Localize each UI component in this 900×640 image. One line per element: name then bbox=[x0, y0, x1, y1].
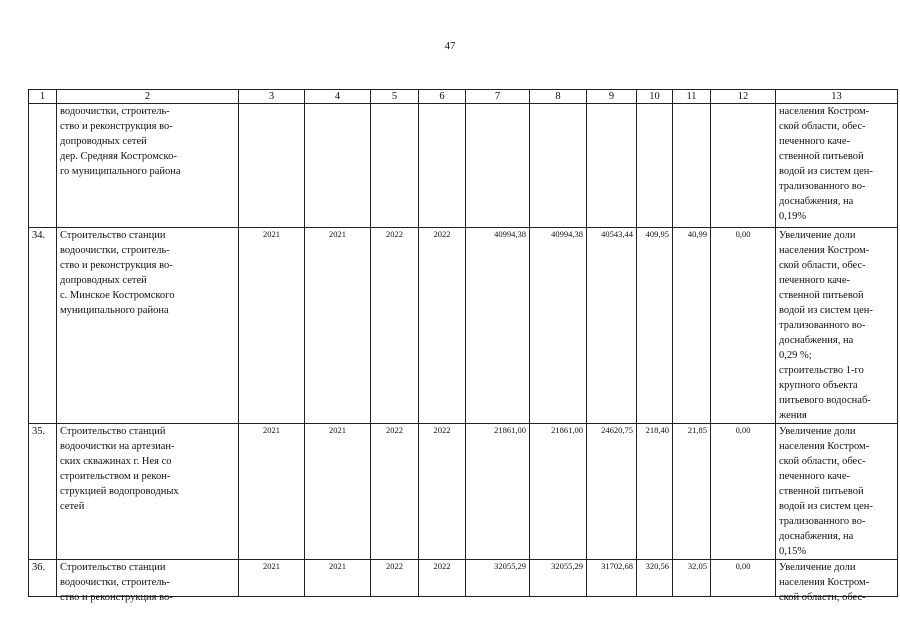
cell-col12: 0,00 bbox=[711, 228, 776, 424]
header-cell: 10 bbox=[637, 90, 673, 104]
cell-col7: 40994,38 bbox=[466, 228, 530, 424]
header-cell: 11 bbox=[673, 90, 711, 104]
header-cell: 13 bbox=[776, 90, 898, 104]
cell-col4 bbox=[305, 104, 371, 228]
header-cell: 6 bbox=[419, 90, 466, 104]
cell-col10: 218,40 bbox=[637, 424, 673, 560]
cell-col5: 2022 bbox=[371, 424, 419, 560]
cell-col5: 2022 bbox=[371, 560, 419, 597]
cell-col8: 40994,38 bbox=[530, 228, 587, 424]
cell-col5: 2022 bbox=[371, 228, 419, 424]
project-name: водоочистки, строитель- ство и реконструкция во- допроводных сетей дер. Средняя Костромско- го муниципального района bbox=[57, 104, 239, 228]
cell-col11: 21,85 bbox=[673, 424, 711, 560]
cell-col6: 2022 bbox=[419, 560, 466, 597]
header-cell: 4 bbox=[305, 90, 371, 104]
cell-col12: 0,00 bbox=[711, 560, 776, 597]
cell-col3: 2021 bbox=[239, 228, 305, 424]
data-table bbox=[28, 89, 898, 603]
cell-col5 bbox=[371, 104, 419, 228]
cell-col12: 0,00 bbox=[711, 424, 776, 560]
header-row bbox=[29, 90, 898, 104]
row-number: 34. bbox=[29, 228, 57, 424]
expected-result: Увеличение доли населения Костром- ской области, обес- печенного каче- ственной питьевой водой из систем цен- трализованного во- доснабжения, на 0,15% bbox=[776, 424, 898, 560]
project-name-text: Строительство станции водоочистки, строитель- ство и реконструкция во- bbox=[60, 562, 173, 603]
project-name: Строительство станции водоочистки, строитель- ство и реконструкция во- допроводных сетей с. Минское Костромского муниципального района bbox=[57, 228, 239, 424]
header-cell: 3 bbox=[239, 90, 305, 104]
cell-col11: 40,99 bbox=[673, 228, 711, 424]
cell-col12 bbox=[711, 104, 776, 228]
cell-col3 bbox=[239, 104, 305, 228]
cell-col9 bbox=[587, 104, 637, 228]
cell-col3: 2021 bbox=[239, 424, 305, 560]
cell-col10 bbox=[637, 104, 673, 228]
project-name: Строительство станций водоочистки на артезиан- ских скважинах г. Нея со строительством и рекон- струкцией водопроводных сетей bbox=[57, 424, 239, 560]
row-number: 36. bbox=[29, 560, 57, 597]
cell-col7: 21861,00 bbox=[466, 424, 530, 560]
cell-col7 bbox=[466, 104, 530, 228]
cell-col9: 40543,44 bbox=[587, 228, 637, 424]
cell-col4: 2021 bbox=[305, 560, 371, 597]
cell-col11: 32,05 bbox=[673, 560, 711, 597]
table-row bbox=[29, 228, 898, 424]
cell-col8 bbox=[530, 104, 587, 228]
cell-col10: 409,95 bbox=[637, 228, 673, 424]
cell-col10: 320,56 bbox=[637, 560, 673, 597]
cell-col8: 32055,29 bbox=[530, 560, 587, 597]
expected-result: Увеличение доли населения Костром- ской области, обес- печенного каче- ственной питьевой водой из систем цен- трализованного во- доснабжения, на 0,29 %; строительство 1-го крупного объекта питьевого водоснаб- жения bbox=[776, 228, 898, 424]
table-row bbox=[29, 424, 898, 560]
cell-col8: 21861,00 bbox=[530, 424, 587, 560]
cell-col6: 2022 bbox=[419, 424, 466, 560]
table-row bbox=[29, 104, 898, 228]
cell-col11 bbox=[673, 104, 711, 228]
header-cell: 2 bbox=[57, 90, 239, 104]
cell-col3: 2021 bbox=[239, 560, 305, 597]
expected-result-text: Увеличение доли населения Костром- ской области, обес- bbox=[779, 562, 870, 603]
cell-col6 bbox=[419, 104, 466, 228]
header-cell: 7 bbox=[466, 90, 530, 104]
expected-result: населения Костром- ской области, обес- печенного каче- ственной питьевой водой из систем цен- трализованного во- доснабжения, на 0,19% bbox=[776, 104, 898, 228]
header-cell: 8 bbox=[530, 90, 587, 104]
row-number bbox=[29, 104, 57, 228]
page-number: 47 bbox=[444, 40, 456, 52]
cell-col9: 31702,68 bbox=[587, 560, 637, 597]
cell-col7: 32055,29 bbox=[466, 560, 530, 597]
cell-col6: 2022 bbox=[419, 228, 466, 424]
cell-col4: 2021 bbox=[305, 228, 371, 424]
header-cell: 5 bbox=[371, 90, 419, 104]
header-cell: 1 bbox=[29, 90, 57, 104]
header-cell: 9 bbox=[587, 90, 637, 104]
header-cell: 12 bbox=[711, 90, 776, 104]
cell-col9: 24620,75 bbox=[587, 424, 637, 560]
row-number: 35. bbox=[29, 424, 57, 560]
project-name bbox=[57, 560, 239, 603]
table-row bbox=[29, 560, 898, 597]
cell-col4: 2021 bbox=[305, 424, 371, 560]
expected-result bbox=[776, 560, 898, 603]
